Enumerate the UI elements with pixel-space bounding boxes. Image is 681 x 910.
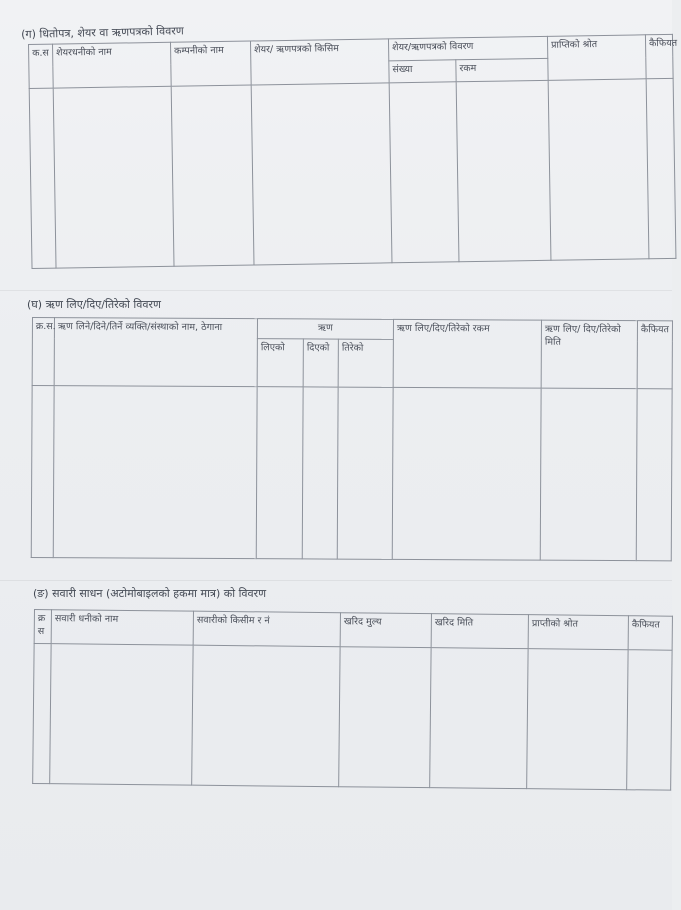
header-shareholder-name: शेयरधनीको नाम	[53, 42, 172, 88]
header-share-details: शेयर/ऋणपत्रको विवरण	[388, 36, 547, 60]
header-share-type: शेयर/ ऋणपत्रको किसिम	[250, 39, 389, 85]
blank-cell	[256, 387, 303, 559]
blank-cell	[339, 647, 431, 788]
section-g-title: (ग) धितोपत्र, शेयर वा ऋणपत्रको विवरण	[21, 24, 184, 41]
blank-cell	[548, 79, 649, 261]
header-owner-name: सवारी धनीको नाम	[51, 610, 193, 645]
section-gh-title: (घ) ऋण लिए/दिए/तिरेको विवरण	[27, 298, 161, 311]
blank-cell	[251, 83, 392, 265]
securities-table	[28, 34, 676, 269]
blank-cell	[389, 82, 459, 263]
header-purchase-price: खरिद मुल्य	[340, 613, 431, 648]
vehicle-table	[32, 609, 673, 791]
blank-cell	[646, 78, 676, 258]
blank-cell	[192, 645, 340, 787]
header-loan: ऋण	[257, 319, 393, 340]
header-loan-date: ऋण लिए/ दिए/तिरेको मिति	[541, 320, 637, 389]
blank-cell	[392, 387, 541, 560]
header-loan-given: दिएको	[303, 339, 338, 387]
blank-cell	[430, 648, 528, 789]
header-party-name-address: ऋण लिने/दिने/तिर्ने व्यक्ति/संस्थाको नाम, ठेगाना	[54, 318, 257, 387]
header-company-name: कम्पनीको नाम	[170, 41, 251, 86]
blank-cell	[29, 88, 56, 268]
blank-cell	[337, 387, 393, 559]
blank-cell	[302, 387, 338, 559]
blank-cell	[50, 644, 193, 785]
blank-cell	[527, 649, 628, 790]
header-count: संख्या	[389, 60, 456, 83]
blank-cell	[636, 389, 672, 561]
header-remarks: कैफियत	[645, 34, 673, 78]
blank-cell	[33, 644, 51, 784]
blank-cell	[627, 650, 672, 790]
blank-cell	[456, 80, 551, 261]
header-amount: रकम	[456, 58, 548, 81]
blank-cell	[53, 86, 174, 268]
header-source: प्राप्तिको श्रोत	[547, 35, 646, 81]
loan-table	[31, 317, 673, 561]
header-sn: क्र.स.	[32, 318, 54, 386]
section-ng-title: (ङ) सवारी साधन (अटोमोबाइलको हकमा मात्र) को विवरण	[33, 587, 267, 600]
blank-cell	[53, 386, 257, 559]
blank-cell	[31, 386, 54, 558]
header-sn: क.स	[29, 44, 54, 88]
header-remarks: कैफियत	[637, 321, 672, 389]
header-source: प्राप्तीको श्रोत	[528, 615, 628, 650]
blank-cell	[540, 388, 637, 561]
header-purchase-date: खरिद मिति	[431, 614, 528, 649]
header-remarks: कैफियत	[628, 616, 672, 650]
header-loan-paid: तिरेको	[338, 339, 393, 387]
header-vehicle-type-number: सवारीको किसीम र नं	[193, 611, 340, 647]
paper-fold	[0, 290, 672, 291]
blank-cell	[171, 85, 254, 266]
header-sn: क्र स	[34, 610, 51, 644]
paper-fold	[0, 580, 672, 581]
header-loan-amount: ऋण लिए/दिए/तिरेको रकम	[393, 319, 541, 388]
header-loan-taken: लिएको	[257, 339, 303, 387]
